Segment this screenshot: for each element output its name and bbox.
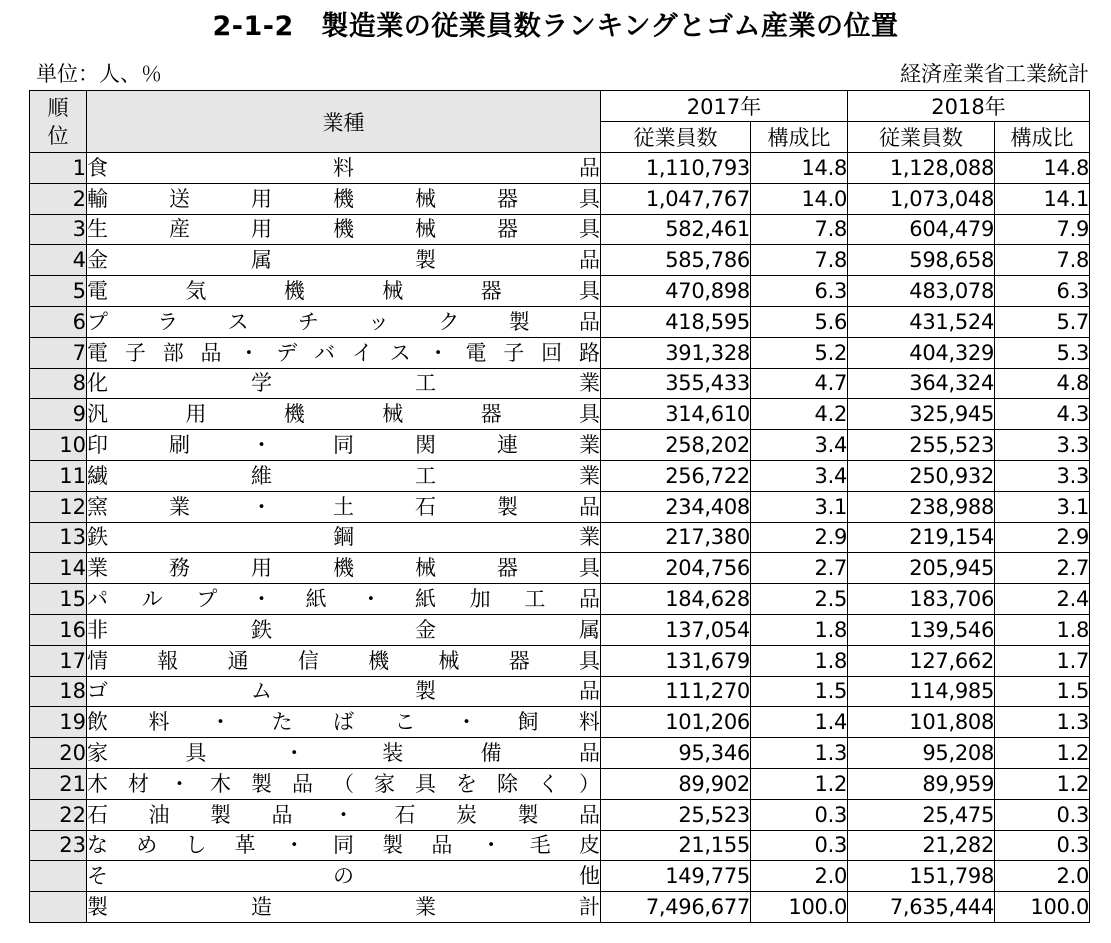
- employees-2018-cell: 89,959: [848, 768, 995, 799]
- share-2017-cell: 0.3: [751, 799, 848, 830]
- employees-2017-cell: 21,155: [601, 830, 751, 861]
- industry-label: 生 産 用 機 械 器 具: [87, 217, 600, 242]
- share-2018-cell: 2.7: [995, 553, 1090, 584]
- industry-header: 業種: [87, 91, 601, 153]
- table-row: [30, 245, 1090, 276]
- share-2017-cell: 1.4: [751, 707, 848, 738]
- employees-2017-cell: 585,786: [601, 245, 751, 276]
- year-2017-header: 2017年: [601, 91, 848, 122]
- share-2018-cell: 5.3: [995, 337, 1090, 368]
- industry-cell: [87, 245, 601, 276]
- share-2017-cell: 14.8: [751, 153, 848, 184]
- employees-2017-cell: 470,898: [601, 276, 751, 307]
- year-2018-header: 2018年: [848, 91, 1090, 122]
- rank-cell: 21: [30, 768, 87, 799]
- industry-label: 化 学 工 業: [87, 371, 600, 396]
- table-row: [30, 553, 1090, 584]
- rank-cell: 3: [30, 214, 87, 245]
- industry-label: な め し 革 ・ 同 製 品 ・ 毛 皮: [87, 833, 600, 858]
- share-2018-cell: 14.1: [995, 183, 1090, 214]
- share-2018-cell: 1.7: [995, 645, 1090, 676]
- rank-cell: 6: [30, 306, 87, 337]
- industry-cell: [87, 491, 601, 522]
- industry-label: 木 材 ・ 木 製 品 （ 家 具 を 除 く ）: [87, 771, 600, 796]
- industry-cell: [87, 861, 601, 892]
- table-row: [30, 830, 1090, 861]
- share-2017-cell: 2.7: [751, 553, 848, 584]
- industry-label: 業 務 用 機 械 器 具: [87, 556, 600, 581]
- share-2018-cell: 2.4: [995, 584, 1090, 615]
- share-2017-cell: 3.4: [751, 430, 848, 461]
- employees-2018-cell: 95,208: [848, 738, 995, 769]
- rank-cell: 20: [30, 738, 87, 769]
- industry-cell: [87, 214, 601, 245]
- employees-2017-cell: 95,346: [601, 738, 751, 769]
- employees-2017-cell: 1,047,767: [601, 183, 751, 214]
- industry-cell: [87, 276, 601, 307]
- rank-cell: 14: [30, 553, 87, 584]
- share-2018-cell: 3.3: [995, 430, 1090, 461]
- share-2017-cell: 4.2: [751, 399, 848, 430]
- table-row: [30, 645, 1090, 676]
- employees-2018-cell: 219,154: [848, 522, 995, 553]
- industry-cell: [87, 892, 601, 923]
- rank-cell: 5: [30, 276, 87, 307]
- share-2018-cell: 0.3: [995, 830, 1090, 861]
- share-2018-cell: 2.0: [995, 861, 1090, 892]
- industry-label: 金 属 製 品: [87, 248, 600, 273]
- employees-2017-cell: 418,595: [601, 306, 751, 337]
- share-2017-cell: 1.2: [751, 768, 848, 799]
- rank-cell: [30, 861, 87, 892]
- industry-cell: [87, 768, 601, 799]
- employees-2017-cell: 7,496,677: [601, 892, 751, 923]
- employees-2017-cell: 137,054: [601, 614, 751, 645]
- unit-label: 単位：人、％: [36, 62, 162, 86]
- employees-2018-cell: 127,662: [848, 645, 995, 676]
- share-2017-cell: 2.5: [751, 584, 848, 615]
- industry-label: 電 子 部 品 ・ デ バ イ ス ・ 電 子 回 路: [87, 340, 600, 365]
- share-2017-header: 構成比: [751, 122, 848, 153]
- share-2017-cell: 1.8: [751, 614, 848, 645]
- industry-label: 非 鉄 金 属: [87, 617, 600, 642]
- employees-2018-cell: 25,475: [848, 799, 995, 830]
- industry-cell: [87, 799, 601, 830]
- rank-cell: 15: [30, 584, 87, 615]
- rank-cell: 2: [30, 183, 87, 214]
- industry-cell: [87, 584, 601, 615]
- industry-label: 家 具 ・ 装 備 品: [87, 741, 600, 766]
- table-row: [30, 276, 1090, 307]
- industry-cell: [87, 430, 601, 461]
- employees-2017-cell: 101,206: [601, 707, 751, 738]
- share-2017-cell: 6.3: [751, 276, 848, 307]
- employees-2018-cell: 183,706: [848, 584, 995, 615]
- industry-cell: [87, 306, 601, 337]
- table-row: [30, 707, 1090, 738]
- employees-2018-cell: 101,808: [848, 707, 995, 738]
- employees-2018-cell: 21,282: [848, 830, 995, 861]
- employees-2017-header: 従業員数: [601, 122, 751, 153]
- share-2018-cell: 4.3: [995, 399, 1090, 430]
- share-2017-cell: 3.1: [751, 491, 848, 522]
- employees-2018-cell: 1,128,088: [848, 153, 995, 184]
- industry-label: 印 刷 ・ 同 関 連 業: [87, 433, 600, 458]
- industry-label: 汎 用 機 械 器 具: [87, 402, 600, 427]
- rank-cell: [30, 892, 87, 923]
- industry-cell: [87, 153, 601, 184]
- employees-2017-cell: 314,610: [601, 399, 751, 430]
- employees-2017-cell: 391,328: [601, 337, 751, 368]
- employees-2017-cell: 1,110,793: [601, 153, 751, 184]
- table-row: [30, 337, 1090, 368]
- share-2017-cell: 100.0: [751, 892, 848, 923]
- share-2017-cell: 4.7: [751, 368, 848, 399]
- share-2018-cell: 4.8: [995, 368, 1090, 399]
- share-2017-cell: 3.4: [751, 460, 848, 491]
- share-2018-cell: 5.7: [995, 306, 1090, 337]
- page-title: 2-1-2 製造業の従業員数ランキングとゴム産業の位置: [212, 11, 899, 42]
- table-row: [30, 491, 1090, 522]
- share-2017-cell: 5.2: [751, 337, 848, 368]
- industry-cell: [87, 614, 601, 645]
- employees-2018-cell: 404,329: [848, 337, 995, 368]
- table-row: [30, 460, 1090, 491]
- rank-cell: 11: [30, 460, 87, 491]
- share-2018-cell: 2.9: [995, 522, 1090, 553]
- employees-2018-cell: 151,798: [848, 861, 995, 892]
- employees-2018-cell: 114,985: [848, 676, 995, 707]
- rank-cell: 9: [30, 399, 87, 430]
- industry-label: ゴ ム 製 品: [87, 679, 600, 704]
- table-row: [30, 368, 1090, 399]
- rank-cell: 1: [30, 153, 87, 184]
- table-body: [30, 153, 1090, 923]
- employees-2018-cell: 598,658: [848, 245, 995, 276]
- rank-cell: 7: [30, 337, 87, 368]
- industry-label: パ ル プ ・ 紙 ・ 紙 加 工 品: [87, 587, 600, 612]
- employees-2017-cell: 256,722: [601, 460, 751, 491]
- industry-label: 製 造 業 計: [87, 895, 600, 920]
- share-2017-cell: 0.3: [751, 830, 848, 861]
- rank-cell: 4: [30, 245, 87, 276]
- rank-cell: 22: [30, 799, 87, 830]
- industry-label: 飲 料 ・ た ば こ ・ 飼 料: [87, 710, 600, 735]
- industry-label: 食 料 品: [87, 155, 600, 180]
- employees-2017-cell: 234,408: [601, 491, 751, 522]
- employees-2018-cell: 431,524: [848, 306, 995, 337]
- rank-cell: 8: [30, 368, 87, 399]
- table-row: [30, 676, 1090, 707]
- industry-cell: [87, 645, 601, 676]
- table-row: [30, 738, 1090, 769]
- share-2018-cell: 3.1: [995, 491, 1090, 522]
- source-label: 経済産業省工業統計: [900, 62, 1089, 86]
- table-row: [30, 399, 1090, 430]
- rank-cell: 13: [30, 522, 87, 553]
- industry-label: そ の 他: [87, 864, 600, 889]
- share-2017-cell: 5.6: [751, 306, 848, 337]
- employees-2018-cell: 364,324: [848, 368, 995, 399]
- share-2017-cell: 14.0: [751, 183, 848, 214]
- industry-label: 情 報 通 信 機 械 器 具: [87, 648, 600, 673]
- rank-cell: 17: [30, 645, 87, 676]
- table-row: [30, 522, 1090, 553]
- industry-label: 鉄 鋼 業: [87, 525, 600, 550]
- employees-2018-cell: 238,988: [848, 491, 995, 522]
- share-2018-cell: 1.2: [995, 738, 1090, 769]
- table-row: [30, 153, 1090, 184]
- share-2018-cell: 0.3: [995, 799, 1090, 830]
- industry-label: 輸 送 用 機 械 器 具: [87, 186, 600, 211]
- table-row: [30, 768, 1090, 799]
- industry-cell: [87, 368, 601, 399]
- industry-cell: [87, 183, 601, 214]
- share-2018-cell: 7.8: [995, 245, 1090, 276]
- share-2017-cell: 1.5: [751, 676, 848, 707]
- industry-cell: [87, 553, 601, 584]
- industry-cell: [87, 337, 601, 368]
- employees-2017-cell: 25,523: [601, 799, 751, 830]
- employees-2017-cell: 355,433: [601, 368, 751, 399]
- employees-2018-cell: 250,932: [848, 460, 995, 491]
- industry-cell: [87, 707, 601, 738]
- share-2017-cell: 1.3: [751, 738, 848, 769]
- industry-cell: [87, 738, 601, 769]
- share-2018-header: 構成比: [995, 122, 1090, 153]
- employees-2018-cell: 1,073,048: [848, 183, 995, 214]
- employees-2017-cell: 258,202: [601, 430, 751, 461]
- industry-cell: [87, 460, 601, 491]
- employees-2018-cell: 604,479: [848, 214, 995, 245]
- employees-2017-cell: 89,902: [601, 768, 751, 799]
- employees-2018-header: 従業員数: [848, 122, 995, 153]
- employees-2017-cell: 149,775: [601, 861, 751, 892]
- rank-cell: 10: [30, 430, 87, 461]
- table-row: [30, 584, 1090, 615]
- table-row: [30, 799, 1090, 830]
- share-2018-cell: 1.2: [995, 768, 1090, 799]
- employees-2017-cell: 204,756: [601, 553, 751, 584]
- rank-cell: 12: [30, 491, 87, 522]
- industry-cell: [87, 676, 601, 707]
- rank-header: 順位: [30, 91, 87, 153]
- employees-2017-cell: 582,461: [601, 214, 751, 245]
- table-row: [30, 614, 1090, 645]
- share-2018-cell: 100.0: [995, 892, 1090, 923]
- table-row: [30, 183, 1090, 214]
- employees-2018-cell: 255,523: [848, 430, 995, 461]
- employees-2017-cell: 184,628: [601, 584, 751, 615]
- share-2017-cell: 7.8: [751, 214, 848, 245]
- employees-2017-cell: 217,380: [601, 522, 751, 553]
- employees-2017-cell: 111,270: [601, 676, 751, 707]
- table-row: [30, 892, 1090, 923]
- share-2017-cell: 2.0: [751, 861, 848, 892]
- rank-cell: 23: [30, 830, 87, 861]
- employees-2017-cell: 131,679: [601, 645, 751, 676]
- industry-label: 繊 維 工 業: [87, 463, 600, 488]
- share-2017-cell: 7.8: [751, 245, 848, 276]
- employees-2018-cell: 205,945: [848, 553, 995, 584]
- employees-2018-cell: 483,078: [848, 276, 995, 307]
- share-2018-cell: 1.5: [995, 676, 1090, 707]
- share-2018-cell: 1.8: [995, 614, 1090, 645]
- rank-cell: 18: [30, 676, 87, 707]
- rank-cell: 19: [30, 707, 87, 738]
- table-row: [30, 214, 1090, 245]
- share-2018-cell: 6.3: [995, 276, 1090, 307]
- employees-2018-cell: 139,546: [848, 614, 995, 645]
- share-2017-cell: 1.8: [751, 645, 848, 676]
- industry-cell: [87, 399, 601, 430]
- industry-cell: [87, 830, 601, 861]
- share-2018-cell: 1.3: [995, 707, 1090, 738]
- industry-label: プ ラ ス チ ッ ク 製 品: [87, 309, 600, 334]
- share-2018-cell: 3.3: [995, 460, 1090, 491]
- industry-label: 石 油 製 品 ・ 石 炭 製 品: [87, 802, 600, 827]
- table-row: [30, 430, 1090, 461]
- industry-label: 電 気 機 械 器 具: [87, 279, 600, 304]
- employees-2018-cell: 325,945: [848, 399, 995, 430]
- share-2018-cell: 14.8: [995, 153, 1090, 184]
- share-2018-cell: 7.9: [995, 214, 1090, 245]
- industry-cell: [87, 522, 601, 553]
- share-2017-cell: 2.9: [751, 522, 848, 553]
- industry-label: 窯 業 ・ 土 石 製 品: [87, 494, 600, 519]
- employee-ranking-table: [29, 90, 1090, 923]
- rank-cell: 16: [30, 614, 87, 645]
- employees-2018-cell: 7,635,444: [848, 892, 995, 923]
- table-row: [30, 306, 1090, 337]
- table-row: [30, 861, 1090, 892]
